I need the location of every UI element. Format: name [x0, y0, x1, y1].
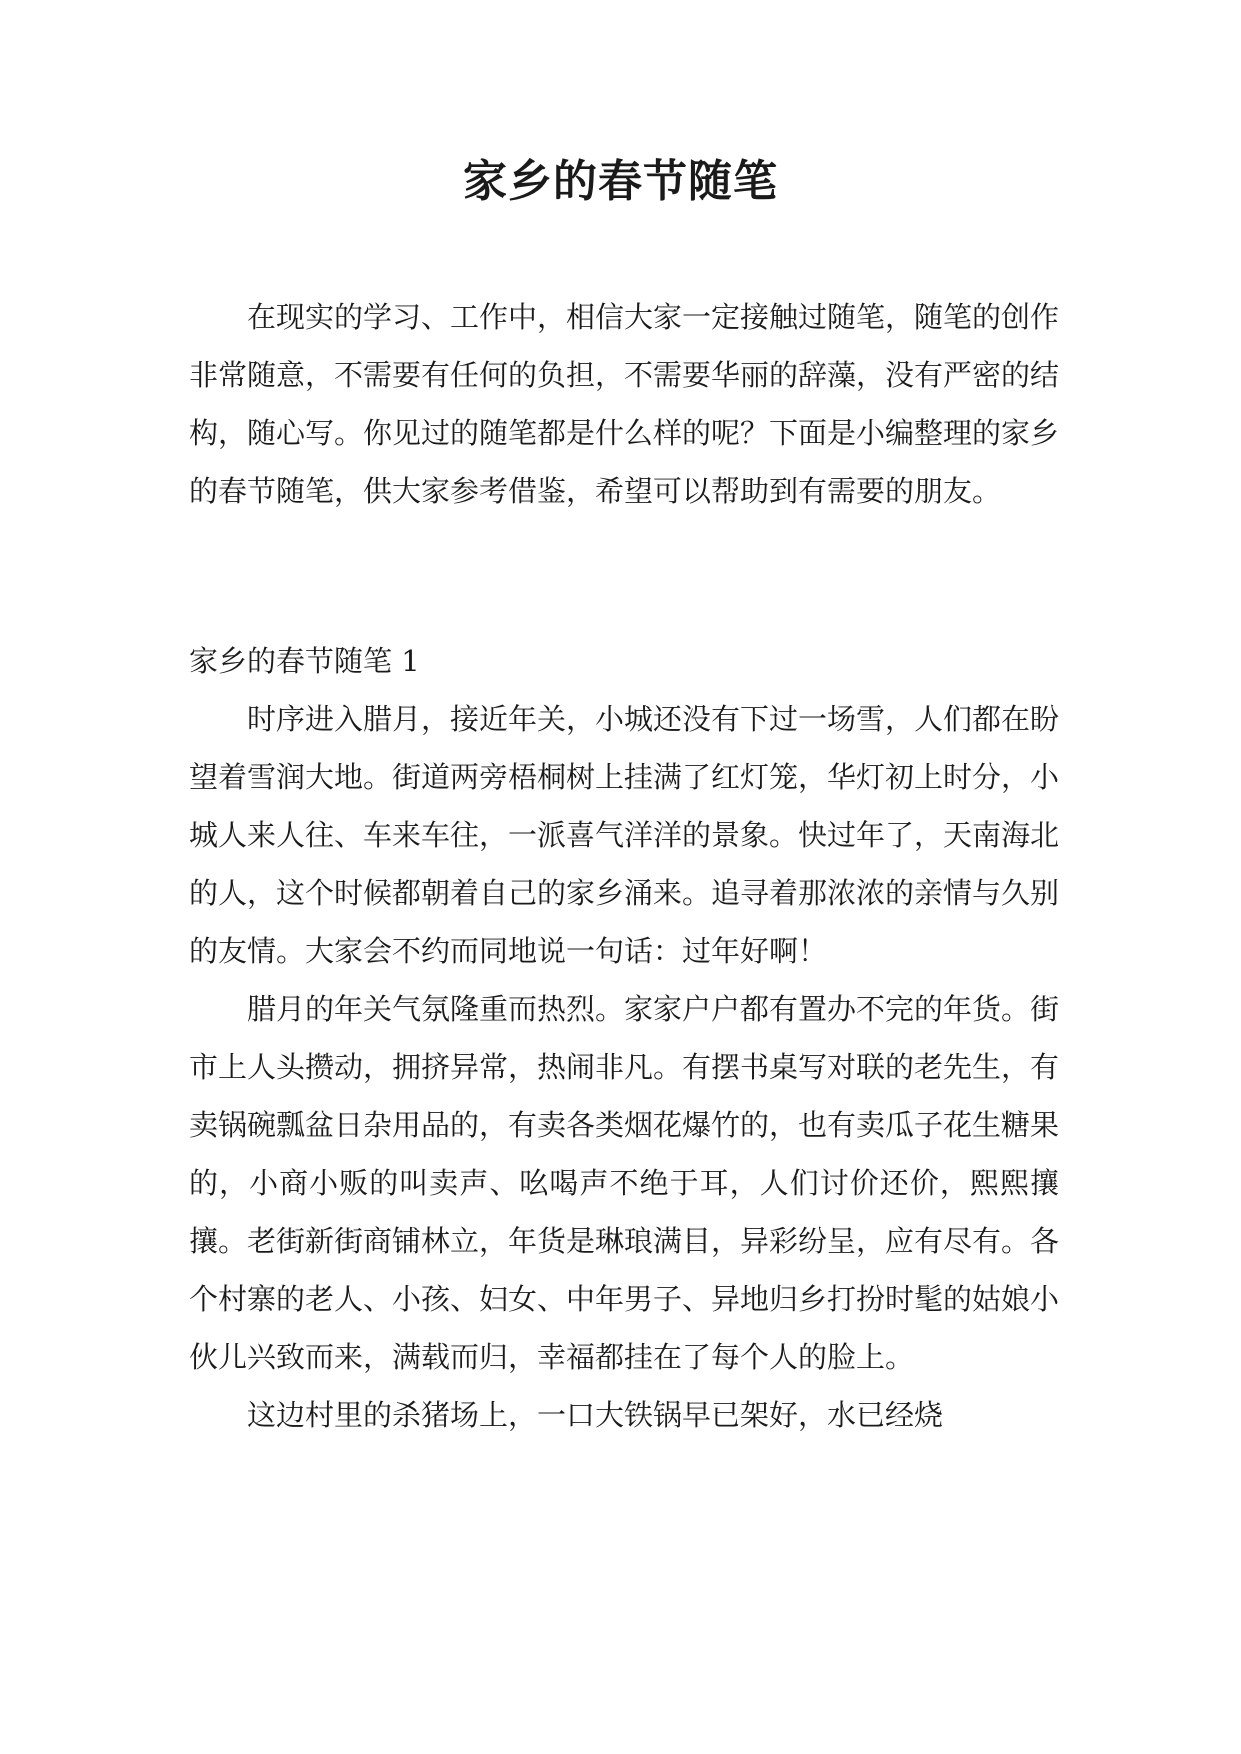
body-paragraph-2: 腊月的年关气氛隆重而热烈。家家户户都有置办不完的年货。街市上人头攒动，拥挤异常，热闹非凡。有摆书桌写对联的老先生，有卖锅碗瓢盆日杂用品的，有卖各类烟花爆竹的，也有卖瓜子花生糖果的，小商小贩的叫卖声、吆喝声不绝于耳，人们讨价还价，熙熙攘攘。老街新街商铺林立，年货是琳琅满目，异彩纷呈，应有尽有。各个村寨的老人、小孩、妇女、中年男子、异地归乡打扮时髦的姑娘小伙儿兴致而来，满载而归，幸福都挂在了每个人的脸上。 [189, 992, 1060, 1374]
intro-section [189, 288, 1059, 520]
section-body [189, 690, 1059, 1444]
document-title: 家乡的春节随笔 [463, 156, 778, 207]
body-paragraph-3: 这边村里的杀猪场上，一口大铁锅早已架好，水已经烧 [247, 1398, 944, 1432]
section-heading: 家乡的春节随笔 1 [189, 644, 420, 678]
intro-paragraph: 在现实的学习、工作中，相信大家一定接触过随笔，随笔的创作非常随意，不需要有任何的负担，不需要华丽的辞藻，没有严密的结构，随心写。你见过的随笔都是什么样的呢？下面是小编整理的家乡的春节随笔，供大家参考借鉴，希望可以帮助到有需要的朋友。 [189, 300, 1060, 508]
body-paragraph-1: 时序进入腊月，接近年关，小城还没有下过一场雪，人们都在盼望着雪润大地。街道两旁梧桐树上挂满了红灯笼，华灯初上时分，小城人来人往、车来车往，一派喜气洋洋的景象。快过年了，天南海北的人，这个时候都朝着自己的家乡涌来。追寻着那浓浓的亲情与久别的友情。大家会不约而同地说一句话：过年好啊！ [189, 702, 1060, 968]
